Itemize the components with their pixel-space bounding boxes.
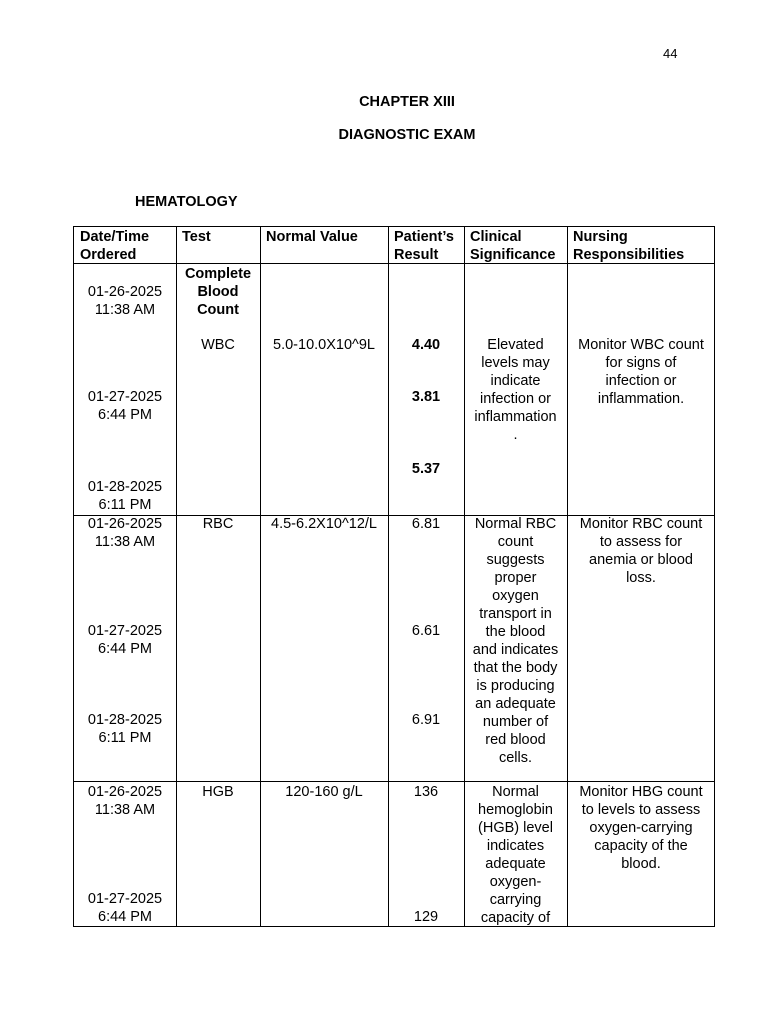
rbc-clinical-significance (464, 515, 567, 767)
test-name-text: RBC (202, 516, 234, 532)
rbc-result-3 (388, 711, 464, 729)
clinical-line: . (513, 427, 518, 443)
hgb-date-2 (74, 890, 176, 926)
test-group-line: Blood (197, 284, 239, 300)
clinical-line: and indicates (472, 642, 559, 658)
header-patient-result (388, 228, 464, 264)
result-value: 129 (413, 909, 439, 925)
clinical-line: capacity of (480, 910, 551, 926)
header-nursing-line-2: Responsibilities (573, 247, 685, 263)
clinical-line: is producing (476, 678, 555, 694)
header-nursing-line-1: Nursing (573, 229, 628, 245)
normal-value-text: 120-160 g/L (285, 784, 363, 800)
time-line: 6:44 PM (98, 407, 152, 423)
clinical-line: red blood (485, 732, 546, 748)
header-date-line-1: Date/Time (80, 229, 150, 245)
time-line: 6:11 PM (98, 730, 152, 746)
clinical-line: transport in (479, 606, 552, 622)
header-date-ordered (74, 228, 176, 264)
wbc-date-1 (74, 283, 176, 319)
normal-value-text: 5.0-10.0X10^9L (273, 337, 375, 353)
rbc-date-1 (74, 515, 176, 551)
header-normal-label: Normal Value (266, 229, 358, 245)
hgb-date-1 (74, 783, 176, 819)
nursing-line: capacity of the (594, 838, 688, 854)
clinical-line: infection or (480, 391, 551, 407)
clinical-line: oxygen (492, 588, 539, 604)
wbc-normal-value (260, 336, 388, 354)
header-normal-value (260, 228, 388, 246)
clinical-line: Normal RBC (474, 516, 557, 532)
clinical-line: indicates (486, 838, 545, 854)
nursing-line: inflammation. (597, 391, 685, 407)
test-group-label (176, 265, 260, 319)
rbc-test-name (176, 515, 260, 533)
chapter-title: CHAPTER XIII (359, 94, 455, 110)
nursing-line: for signs of (605, 355, 677, 371)
date-line: 01-27-2025 (87, 891, 163, 907)
time-line: 6:11 PM (98, 497, 152, 513)
nursing-line: infection or (605, 373, 677, 389)
page-number: 44 (663, 46, 678, 61)
result-value: 3.81 (411, 389, 441, 405)
nursing-line: anemia or blood (589, 552, 693, 568)
time-line: 6:44 PM (98, 909, 152, 925)
chapter-subtitle: DIAGNOSTIC EXAM (338, 127, 476, 143)
time-line: 6:44 PM (98, 641, 152, 657)
nursing-line: to levels to assess (581, 802, 701, 818)
result-value: 5.37 (411, 461, 441, 477)
wbc-clinical-significance (464, 336, 567, 444)
clinical-line: carrying (489, 892, 542, 908)
clinical-line: Elevated (487, 337, 544, 353)
result-value: 6.61 (411, 623, 441, 639)
result-value: 4.40 (411, 337, 441, 353)
clinical-line: count (497, 534, 534, 550)
hgb-test-name (176, 783, 260, 801)
date-line: 01-28-2025 (87, 712, 163, 728)
rbc-result-1 (388, 515, 464, 533)
date-line: 01-27-2025 (87, 623, 163, 639)
rbc-result-2 (388, 622, 464, 640)
clinical-line: the blood (485, 624, 546, 640)
header-result-line-1: Patient’s (394, 229, 454, 245)
clinical-line: inflammation (474, 409, 557, 425)
rbc-nursing-responsibilities (567, 515, 715, 587)
date-line: 01-26-2025 (87, 784, 163, 800)
result-value: 6.81 (411, 516, 441, 532)
wbc-date-2 (74, 388, 176, 424)
time-line: 11:38 AM (94, 534, 156, 550)
nursing-line: Monitor HBG count (579, 784, 703, 800)
date-line: 01-27-2025 (87, 389, 163, 405)
test-name-text: HGB (202, 784, 234, 800)
wbc-result-1 (388, 336, 464, 354)
clinical-line: (HGB) level (478, 820, 553, 836)
date-line: 01-26-2025 (87, 284, 163, 300)
header-test (176, 228, 260, 246)
header-clinical-line-1: Clinical (470, 229, 522, 245)
nursing-line: Monitor RBC count (579, 516, 703, 532)
nursing-line: oxygen-carrying (589, 820, 693, 836)
nursing-line: blood. (621, 856, 661, 872)
header-result-line-2: Result (394, 247, 439, 263)
time-line: 11:38 AM (94, 302, 156, 318)
clinical-line: hemoglobin (478, 802, 553, 818)
hematology-table (73, 226, 715, 927)
clinical-line: oxygen- (489, 874, 542, 890)
wbc-nursing-responsibilities (567, 336, 715, 408)
clinical-line: Normal (492, 784, 539, 800)
header-clinical-significance (464, 228, 567, 264)
clinical-line: suggests (486, 552, 545, 568)
nursing-line: loss. (626, 570, 656, 586)
nursing-line: Monitor WBC count (578, 337, 704, 353)
wbc-result-2 (388, 388, 464, 406)
clinical-line: cells. (498, 750, 533, 766)
hgb-result-1 (388, 783, 464, 801)
column-divider (176, 227, 177, 926)
wbc-test-name (176, 336, 260, 354)
clinical-line: that the body (473, 660, 558, 676)
rbc-normal-value (260, 515, 388, 533)
clinical-line: number of (482, 714, 549, 730)
result-value: 136 (413, 784, 439, 800)
clinical-line: levels may (481, 355, 550, 371)
column-divider (260, 227, 261, 926)
header-date-line-2: Ordered (80, 247, 137, 263)
wbc-result-3 (388, 460, 464, 478)
test-name-text: WBC (201, 337, 235, 353)
date-line: 01-28-2025 (87, 479, 163, 495)
normal-value-text: 4.5-6.2X10^12/L (271, 516, 377, 532)
clinical-line: an adequate (475, 696, 556, 712)
test-group-line: Complete (184, 266, 252, 282)
nursing-line: to assess for (599, 534, 683, 550)
rbc-date-2 (74, 622, 176, 658)
hgb-result-2 (388, 908, 464, 926)
hgb-normal-value (260, 783, 388, 801)
date-line: 01-26-2025 (87, 516, 163, 532)
test-group-line: Count (197, 302, 239, 318)
clinical-line: adequate (485, 856, 546, 872)
wbc-date-3 (74, 478, 176, 514)
clinical-line: proper (494, 570, 537, 586)
row-divider (74, 781, 714, 782)
clinical-line: indicate (490, 373, 541, 389)
header-test-label: Test (182, 229, 211, 245)
column-divider (388, 227, 389, 926)
section-heading: HEMATOLOGY (135, 194, 238, 210)
result-value: 6.91 (411, 712, 441, 728)
hgb-nursing-responsibilities (567, 783, 715, 873)
header-nursing-responsibilities (567, 228, 715, 264)
hgb-clinical-significance (464, 783, 567, 927)
rbc-date-3 (74, 711, 176, 747)
time-line: 11:38 AM (94, 802, 156, 818)
header-clinical-line-2: Significance (470, 247, 556, 263)
